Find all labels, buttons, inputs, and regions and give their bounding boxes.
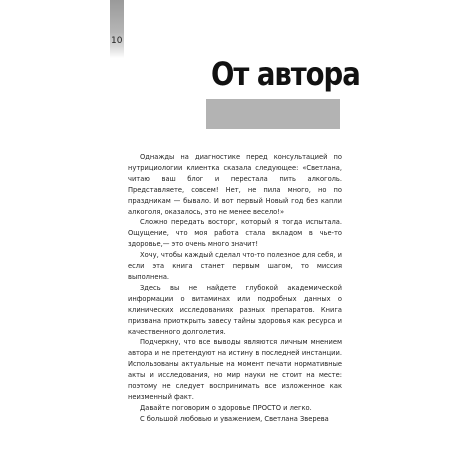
signature-line: С большой любовью и уважением, Светлана Зверева: [140, 414, 329, 423]
side-tab-strip: [110, 0, 124, 58]
page-number: 10: [111, 36, 123, 46]
paragraph-1: Однажды на диагностике перед консультацией по нутрициологии клиентка сказала следующее: «Светлана, читаю ваш блог и перестала пить алкоголь. Представляете, совсем! Нет, не пила много, но по праздникам — бывало. И вот первый Новый год без капли алкоголя, оказалось, это не менее весело!»: [128, 153, 342, 216]
paragraph-3: Хочу, чтобы каждый сделал что-то полезное для себя, и если эта книга станет первым шагом, то миссия выполнена.: [128, 251, 342, 281]
chapter-title: От автора: [211, 55, 360, 93]
body-text: [128, 152, 342, 425]
title-underline-bar: [206, 99, 340, 129]
paragraph-5: Подчеркну, что все выводы являются личным мнением автора и не претендуют на истину в последней инстанции. Использованы актуальные на момент печати нормативные акты и исследования, но мир науки не стоит на месте: поэтому не следует воспринимать все изложенное как неизменный факт.: [128, 338, 342, 401]
paragraph-6: Давайте поговорим о здоровье ПРОСТО и легко.: [140, 403, 312, 412]
paragraph-2: Сложно передать восторг, который я тогда испытала. Ощущение, что моя работа стала вкладом в чье-то здоровье,— это очень много значит!: [128, 218, 342, 249]
paragraph-4: Здесь вы не найдете глубокой академической информации о витаминах или подробных данных о клинических исследованиях разных препаратов. Книга призвана приоткрыть завесу тайны здоровья как ресурса и качественного долголетия.: [128, 283, 342, 336]
